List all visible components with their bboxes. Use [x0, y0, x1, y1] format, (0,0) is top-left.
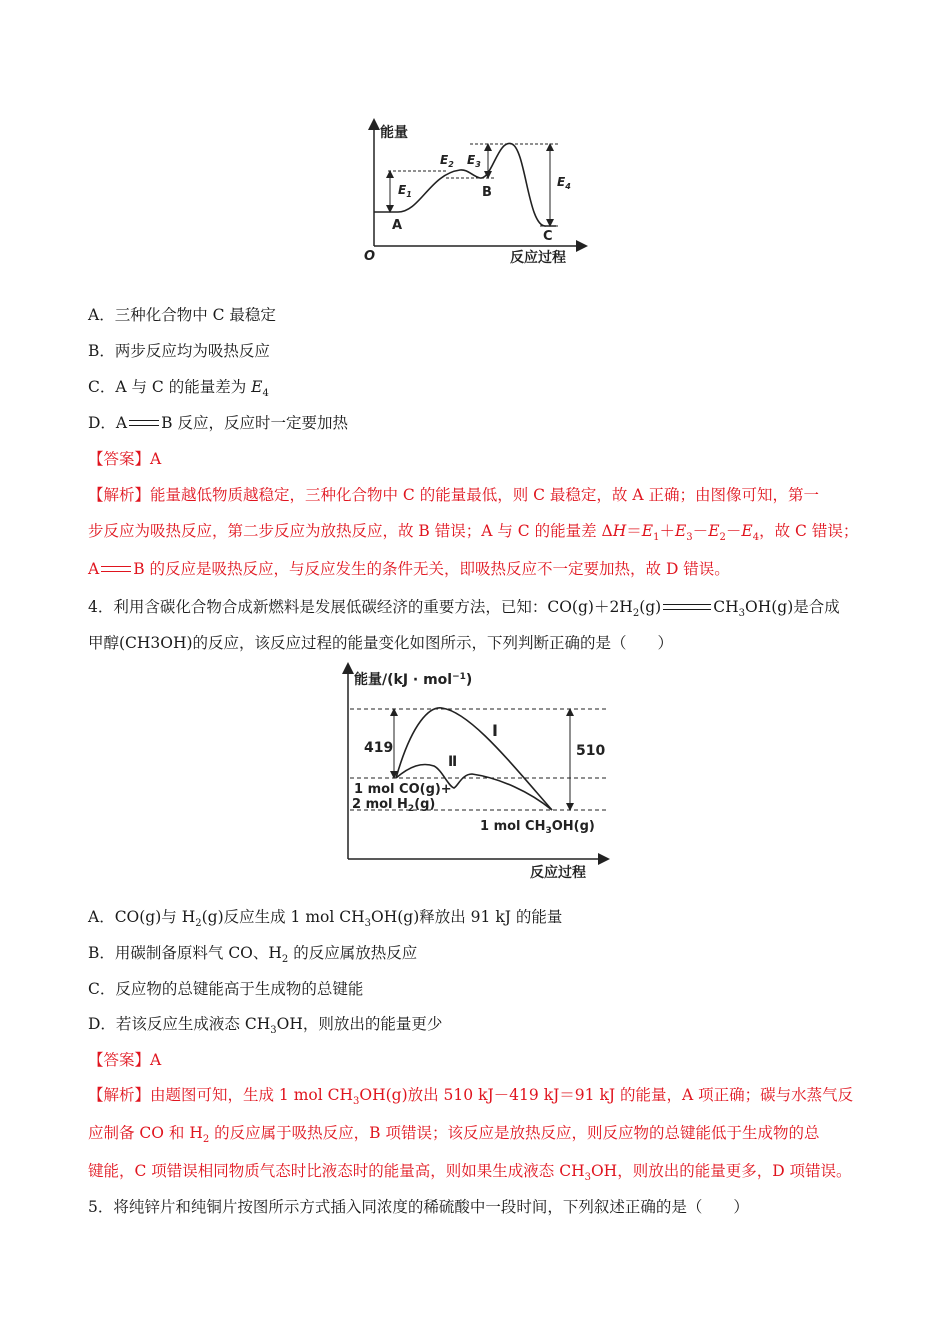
curve-1-label: Ⅰ	[492, 721, 498, 740]
q4-option-c: C．反应物的总键能高于生成物的总键能	[88, 980, 364, 998]
origin-label: O	[364, 249, 376, 264]
product-label: 1 mol $CH_3OH(g)$	[480, 819, 595, 836]
x-axis-label: 反应过程	[510, 250, 566, 266]
point-a: A	[392, 218, 403, 233]
q4-option-b: B．用碳制备原料气 CO、$H_2$ 的反应属放热反应	[88, 944, 418, 966]
q4-option-a: A．CO(g)与 $H_2(g)$反应生成 1 mol $CH_3OH(g)$释放出 91 kJ 的能量	[88, 908, 563, 930]
q3-option-b: B．两步反应均为吸热反应	[88, 342, 270, 360]
q5-stem: 5．将纯锌片和纯铜片按图所示方式插入同浓度的稀硫酸中一段时间，下列叙述正确的是（ ）	[88, 1198, 749, 1216]
label-e1: $E_1$	[398, 183, 412, 199]
q3-answer: 【答案】A	[88, 450, 162, 468]
q3-analysis-line-2: 步反应为吸热反应，第二步反应为放热反应，故 B 错误；A 与 C 的能量差 $\Delta H=E_1+E_3-E_2-E_4$，故 C 错误；	[88, 522, 859, 544]
q3-option-d: D．A B 反应，反应时一定要加热	[88, 414, 348, 432]
energy-diagram-1	[360, 118, 590, 268]
q3-analysis-line-3: A B 的反应是吸热反应，与反应发生的条件无关，即吸热反应不一定要加热，故 D 错误。	[88, 560, 730, 578]
q3-analysis-line-1: 【解析】能量越低物质越稳定，三种化合物中 C 的能量最低，则 C 最稳定，故 A 正确；由图像可知，第一	[88, 486, 819, 504]
q3-option-c: C．A 与 C 的能量差为 $E_4$	[88, 378, 269, 400]
q4-stem-line-1: 4．利用含碳化合物合成新燃料是发展低碳经济的重要方法，已知：$CO(g)+2H_2(g)$ $CH_3OH(g)$是合成	[88, 598, 840, 620]
label-e2: $E_2$	[440, 153, 454, 169]
q4-stem-line-2: 甲醇(CH3OH)的反应，该反应过程的能量变化如图所示，下列判断正确的是（ ）	[88, 634, 674, 652]
point-b: B	[482, 185, 492, 200]
q4-analysis-line-3: 键能，C 项错误相同物质气态时比液态时的能量高，则如果生成液态 $CH_3OH$，则放出的能量更多，D 项错误。	[88, 1162, 852, 1184]
value-419: 419	[364, 740, 394, 756]
value-510: 510	[576, 743, 606, 759]
point-c: C	[543, 229, 553, 244]
curve-2-label: Ⅱ	[448, 754, 458, 770]
q4-analysis-line-2: 应制备 CO 和 $H_2$ 的反应属于吸热反应，B 项错误；该反应是放热反应，则反应物的总键能低于生成物的总	[88, 1124, 820, 1146]
q4-option-d: D．若该反应生成液态 $CH_3OH$，则放出的能量更少	[88, 1015, 443, 1037]
y-axis-label: 能量	[380, 125, 408, 141]
q3-option-a: A．三种化合物中 C 最稳定	[88, 306, 276, 324]
x-axis-label-2: 反应过程	[530, 865, 586, 881]
reactant-label-1: 1 mol CO(g)+	[354, 782, 452, 797]
label-e3: $E_3$	[467, 153, 481, 169]
label-e4: $E_4$	[557, 175, 571, 191]
q4-answer: 【答案】A	[88, 1051, 162, 1069]
reactant-label-2: 2 mol $H_2(g)$	[352, 797, 436, 814]
q4-analysis-line-1: 【解析】由题图可知，生成 1 mol $CH_3OH(g)$放出 510 kJ－419 kJ＝91 kJ 的能量，A 项正确；碳与水蒸气反	[88, 1086, 854, 1108]
energy-diagram-2	[330, 662, 610, 882]
y-axis-label-2: 能量/(kJ · mol$^{-1}$)	[354, 672, 473, 688]
